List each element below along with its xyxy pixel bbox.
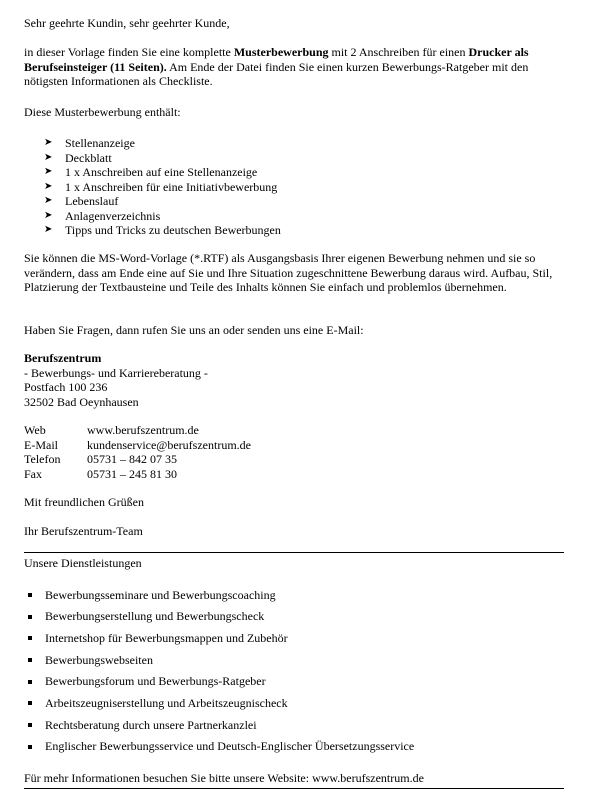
- address-block: [24, 351, 569, 409]
- square-bullet-icon: [28, 745, 32, 749]
- service-item-label: Arbeitszeugniserstellung und Arbeitszeugnischeck: [45, 696, 288, 711]
- web-link[interactable]: www.berufszentrum.de: [87, 423, 199, 437]
- checklist-item-label: Anlagenverzeichnis: [65, 208, 161, 223]
- contact-table: [24, 423, 569, 481]
- list-item: [28, 671, 414, 693]
- phone-number: 05731 – 842 07 35: [87, 452, 177, 466]
- square-bullet-icon: [28, 636, 32, 640]
- checklist-item-label: 1 x Anschreiben für eine Initiativbewerbung: [65, 179, 278, 194]
- company-name: Berufszentrum: [24, 351, 102, 365]
- service-item-label: Bewerbungswebseiten: [45, 652, 153, 667]
- intro-bold-2: Drucker als Berufseinsteiger (11 Seiten).: [24, 45, 529, 74]
- intro-text-3: Am Ende der Datei finden Sie einen kurzen Bewerbungs-Ratgeber mit den nötigsten Informationen als Checkliste.: [24, 59, 529, 88]
- company-tagline: - Bewerbungs- und Karriereberatung -: [24, 365, 208, 380]
- list-item: [44, 180, 281, 195]
- email-link[interactable]: kundenservice@berufszentrum.de: [87, 437, 251, 452]
- list-item: [28, 649, 414, 671]
- contact-row-phone: [24, 452, 569, 467]
- square-bullet-icon: [28, 658, 32, 662]
- services-heading: Unsere Dienstleistungen: [24, 556, 142, 570]
- service-item-label: Internetshop für Bewerbungsmappen und Zubehör: [45, 630, 288, 645]
- intro-text-2: mit 2 Anschreiben für einen: [328, 45, 469, 59]
- checklist: [44, 136, 281, 238]
- list-item: [28, 627, 414, 649]
- service-item-label: Bewerbungsseminare und Bewerbungscoaching: [45, 587, 276, 602]
- footer-divider: [24, 788, 564, 789]
- service-item-label: Rechtsberatung durch unsere Partnerkanzlei: [45, 717, 257, 732]
- arrow-bullet-icon: ➤: [44, 180, 53, 192]
- contact-label: Web: [24, 423, 46, 437]
- services-list: [28, 584, 414, 758]
- contact-row-web: [24, 423, 569, 438]
- list-item: [44, 151, 281, 166]
- contact-label: Telefon: [24, 452, 61, 466]
- arrow-bullet-icon: ➤: [44, 151, 53, 163]
- signature: Ihr Berufszentrum-Team: [24, 524, 143, 538]
- intro-bold-1: Musterbewerbung: [233, 45, 329, 59]
- closing: Mit freundlichen Grüßen: [24, 495, 144, 509]
- square-bullet-icon: [28, 701, 32, 705]
- square-bullet-icon: [28, 593, 32, 597]
- list-item: [28, 606, 414, 628]
- fax-number: 05731 – 245 81 30: [87, 466, 177, 481]
- list-item: [44, 223, 281, 238]
- list-item: [28, 736, 414, 758]
- intro-text-1: in dieser Vorlage finden Sie eine komplette: [24, 45, 234, 59]
- list-item: [28, 692, 414, 714]
- contact-label: Fax: [24, 466, 42, 481]
- square-bullet-icon: [28, 680, 32, 684]
- service-item-label: Bewerbungsforum und Bewerbungs-Ratgeber: [45, 674, 266, 689]
- questions-text: Haben Sie Fragen, dann rufen Sie uns an oder senden uns eine E-Mail:: [24, 323, 364, 337]
- arrow-bullet-icon: ➤: [44, 166, 53, 177]
- list-item: [44, 136, 281, 151]
- list-item: [44, 194, 281, 209]
- service-item-label: Englischer Bewerbungsservice und Deutsch-Englischer Übersetzungsservice: [45, 739, 415, 754]
- list-item: [28, 714, 414, 736]
- footer-text: Für mehr Informationen besuchen Sie bitte unsere Website: www.berufszentrum.de: [24, 771, 424, 785]
- checklist-item-label: Stellenanzeige: [65, 136, 135, 150]
- checklist-item-label: 1 x Anschreiben auf eine Stellenanzeige: [65, 165, 258, 179]
- square-bullet-icon: [28, 615, 32, 619]
- checklist-item-label: Tipps und Tricks zu deutschen Bewerbungen: [65, 223, 281, 237]
- list-item: [44, 209, 281, 224]
- usage-paragraph: Sie können die MS-Word-Vorlage (*.RTF) als Ausgangsbasis Ihrer eigenen Bewerbung nehmen und sie so verändern, dass am Ende eine auf Sie und Ihre Situation zugeschnittene Bewerbung daraus wird. Aufbau, Stil, Platzierung der Textbausteine und Teile des Inhalts können Sie einfach und problemlos übernehmen.: [24, 251, 553, 294]
- address-line-2: 32502 Bad Oeynhausen: [24, 394, 139, 409]
- contact-label: E-Mail: [24, 437, 58, 452]
- square-bullet-icon: [28, 723, 32, 727]
- contact-row-fax: [24, 467, 569, 482]
- checklist-item-label: Deckblatt: [65, 150, 112, 165]
- list-item: [44, 165, 281, 180]
- contains-heading: Diese Musterbewerbung enthält:: [24, 105, 181, 119]
- greeting: Sehr geehrte Kundin, sehr geehrter Kunde,: [24, 16, 230, 30]
- intro-paragraph: [24, 45, 569, 89]
- contact-row-email: [24, 438, 569, 453]
- arrow-bullet-icon: ➤: [44, 209, 53, 221]
- arrow-bullet-icon: ➤: [44, 137, 53, 148]
- arrow-bullet-icon: ➤: [44, 195, 53, 206]
- arrow-bullet-icon: ➤: [44, 224, 53, 235]
- checklist-item-label: Lebenslauf: [65, 194, 119, 208]
- address-line-1: Postfach 100 236: [24, 380, 108, 394]
- service-item-label: Bewerbungserstellung und Bewerbungscheck: [45, 609, 265, 624]
- list-item: [28, 584, 414, 606]
- divider: [24, 552, 564, 553]
